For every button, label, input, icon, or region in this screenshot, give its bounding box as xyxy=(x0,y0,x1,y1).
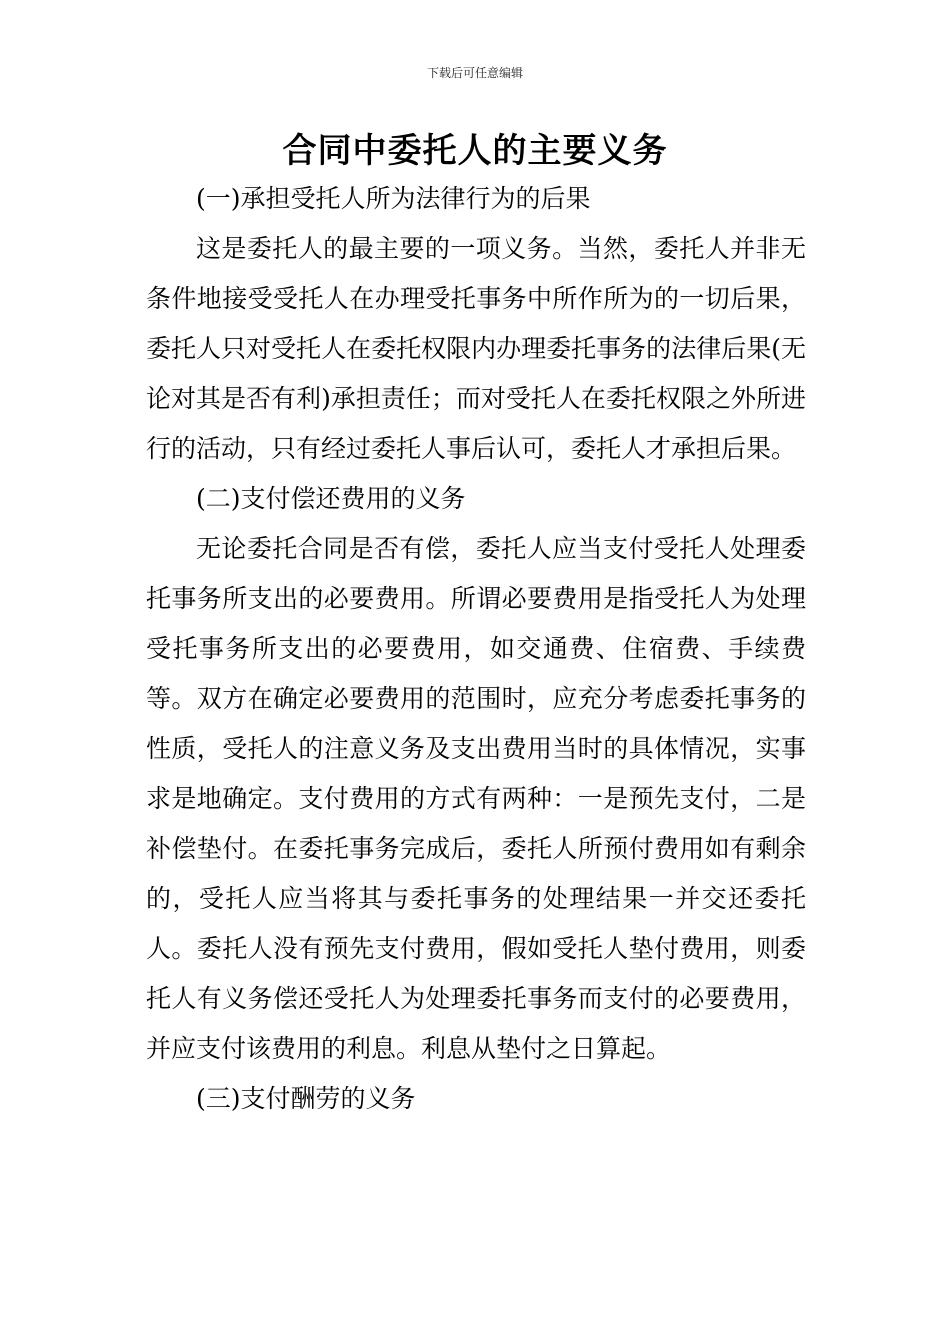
section-heading-3: (三)支付酬劳的义务 xyxy=(196,1084,416,1113)
document-body xyxy=(146,174,806,1124)
section-heading-1: (一)承担受托人所为法律行为的后果 xyxy=(196,184,591,213)
document-title: 合同中委托人的主要义务 xyxy=(282,131,668,171)
section-paragraph-1: 这是委托人的最主要的一项义务。当然，委托人并非无条件地接受受托人在办理受托事务中所作所为的一切后果，委托人只对受托人在委托权限内办理委托事务的法律后果(无论对其是否有利)承担责任；而对受托人在委托权限之外所进行的活动，只有经过委托人事后认可，委托人才承担后果。 xyxy=(146,234,806,463)
section-heading-2: (二)支付偿还费用的义务 xyxy=(196,484,466,513)
section-paragraph-2: 无论委托合同是否有偿，委托人应当支付受托人处理委托事务所支出的必要费用。所谓必要费用是指受托人为处理受托事务所支出的必要费用，如交通费、住宿费、手续费等。双方在确定必要费用的范围时，应充分考虑委托事务的性质，受托人的注意义务及支出费用当时的具体情况，实事求是地确定。支付费用的方式有两种：一是预先支付，二是补偿垫付。在委托事务完成后，委托人所预付费用如有剩余的，受托人应当将其与委托事务的处理结果一并交还委托人。委托人没有预先支付费用，假如受托人垫付费用，则委托人有义务偿还受托人为处理委托事务而支付的必要费用，并应支付该费用的利息。利息从垫付之日算起。 xyxy=(146,534,806,1063)
header-note: 下载后可任意编辑 xyxy=(426,66,523,80)
